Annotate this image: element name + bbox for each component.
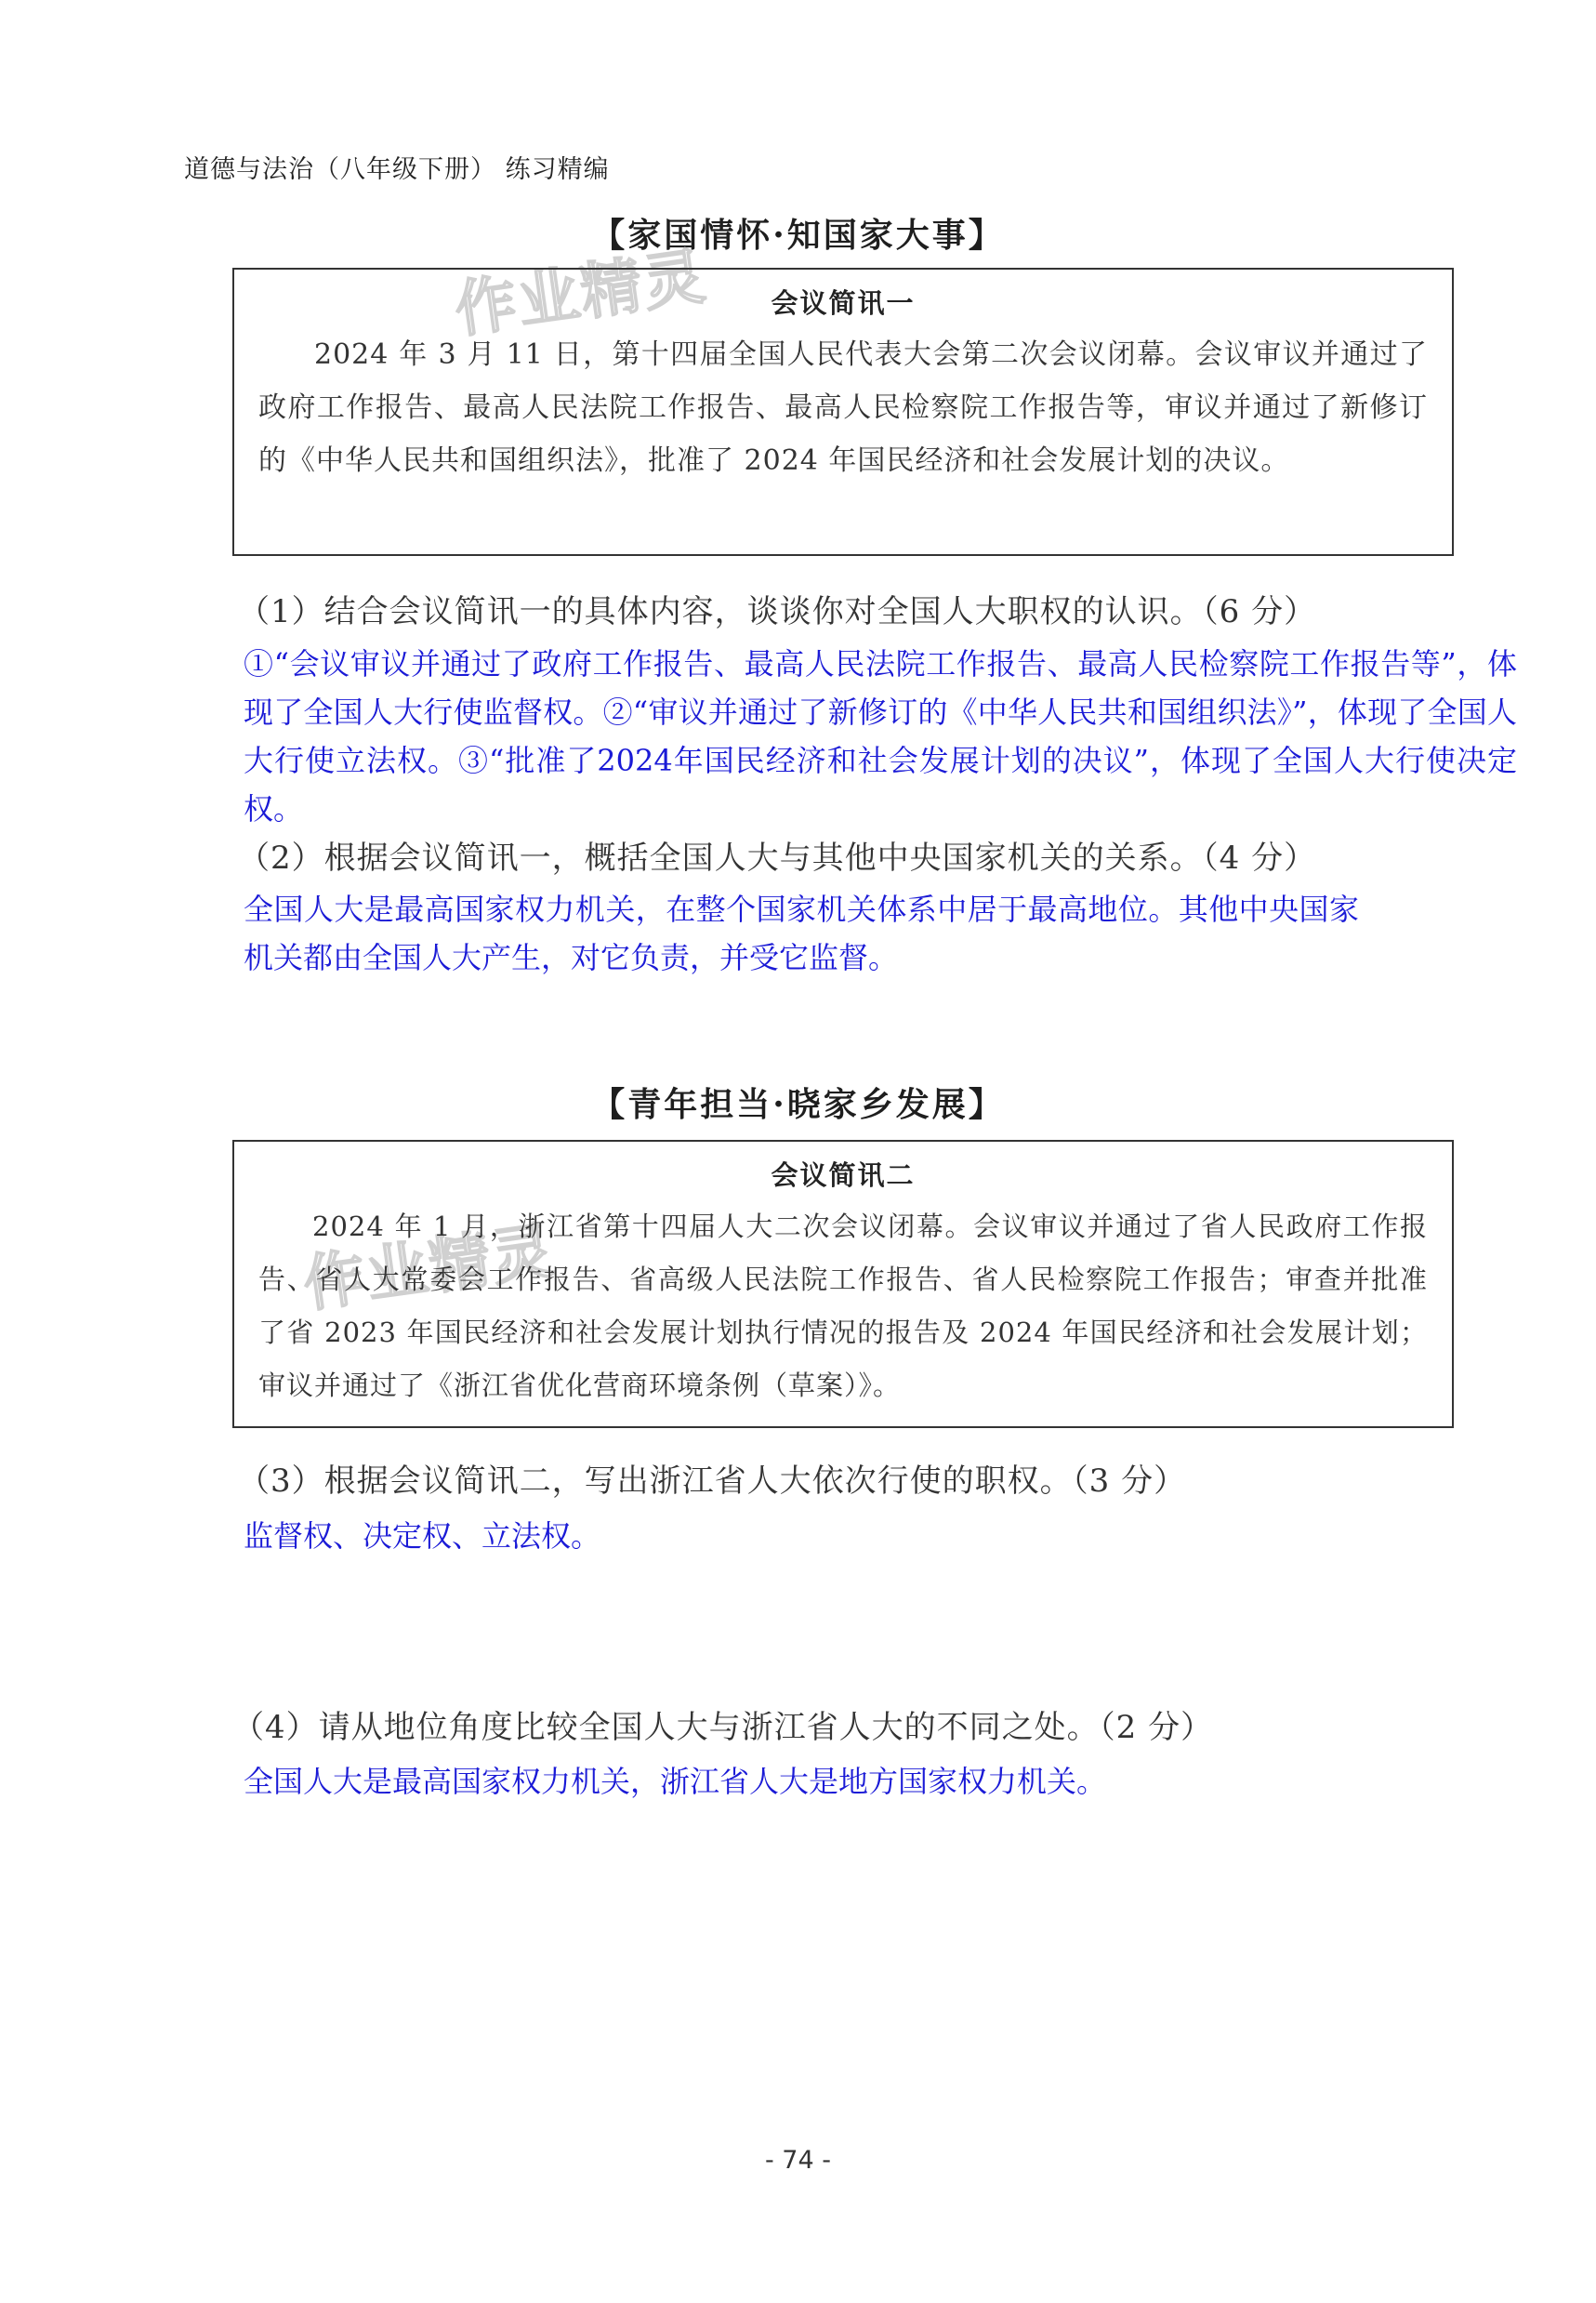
answer-3: 监督权、决定权、立法权。 <box>244 1518 601 1554</box>
answer-2: 全国人大是最高国家权力机关，在整个国家机关体系中居于最高地位。其他中央国家机关都由全国人大产生，对它负责，并受它监督。 <box>244 892 1359 975</box>
section-title-national: 【家国情怀·知国家大事】 <box>591 216 1005 255</box>
news-box-one-body: 2024 年 3 月 11 日，第十四届全国人民代表大会第二次会议闭幕。会议审议并通过了政府工作报告、最高人民法院工作报告、最高人民检察院工作报告等，审议并通过了新修订的《中华人民共和国组织法》，批准了 2024 年国民经济和社会发展计划的决议。 <box>258 338 1428 477</box>
news-box-two <box>232 1140 1454 1428</box>
watermark-logo: 作业精灵 <box>298 1214 560 1321</box>
running-header: 道德与法治（八年级下册） 练习精编 <box>184 155 610 184</box>
page-number: - 74 - <box>764 2146 831 2175</box>
news-box-two-body: 2024 年 1 月，浙江省第十四届人大二次会议闭幕。会议审议并通过了省人民政府工作报告、省人大常委会工作报告、省高级人民法院工作报告、省人民检察院工作报告；审查并批准了省 2023 年国民经济和社会发展计划执行情况的报告及 2024 年国民经济和社会发展计划；审议并通过了《浙江省优化营商环境条例（草案）》。 <box>258 1211 1428 1401</box>
question-4: （4）请从地位角度比较全国人大与浙江省人大的不同之处。（2 分） <box>232 1709 1214 1746</box>
question-3: （3）根据会议简讯二，写出浙江省人大依次行使的职权。（3 分） <box>238 1463 1187 1500</box>
answer-1: ①“会议审议并通过了政府工作报告、最高人民法院工作报告、最高人民检察院工作报告等”，体现了全国人大行使监督权。②“审议并通过了新修订的《中华人民共和国组织法》”，体现了全国人大行使立法权。③“批准了2024年国民经济和社会发展计划的决议”，体现了全国人大行使决定权。 <box>244 646 1517 827</box>
question-2: （2）根据会议简讯一，概括全国人大与其他中央国家机关的关系。（4 分） <box>238 840 1317 877</box>
news-box-one-title: 会议简讯一 <box>771 287 916 319</box>
answer-4: 全国人大是最高国家权力机关，浙江省人大是地方国家权力机关。 <box>244 1764 1107 1799</box>
section-title-hometown: 【青年担当·晓家乡发展】 <box>591 1085 1005 1124</box>
watermark-logo: 作业精灵 <box>450 240 711 347</box>
question-1: （1）结合会议简讯一的具体内容，谈谈你对全国人大职权的认识。（6 分） <box>238 593 1317 630</box>
news-box-two-title: 会议简讯二 <box>771 1159 916 1191</box>
news-box-one <box>232 268 1454 556</box>
